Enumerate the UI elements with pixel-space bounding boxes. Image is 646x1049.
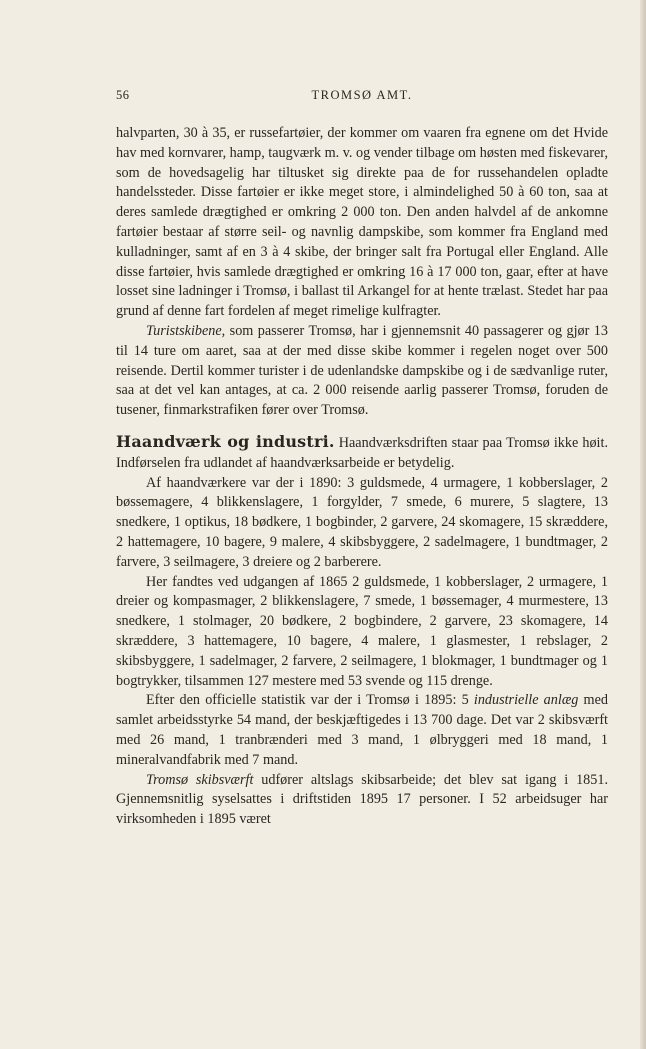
page-number: 56 bbox=[116, 88, 130, 102]
paragraph-4: Af haandværkere var der i 1890: 3 guldsmede, 4 urmagere, 1 kobberslager, 2 bøssemagere, 4 blikkenslagere, 1 forgylder, 7 smede, 6 murere, 5 slagtere, 13 snedkere, 1 optikus, 18 bødkere, 1 bogbinder, 2 garvere, 24 skomagere, 15 skræddere, 2 hattemagere, 10 bagere, 9 malere, 4 skibsbyggere, 2 sadelmagere, 1 bundtmager, 2 farvere, 3 seilmagere, 3 dreiere og 2 barberere. bbox=[116, 474, 608, 570]
page-header bbox=[116, 88, 608, 108]
paragraph-6-italic: industrielle anlæg bbox=[473, 692, 579, 709]
paragraph-5: Her fandtes ved udgangen af 1865 2 guldsmede, 1 kobberslager, 2 urmagere, 1 dreier og kompasmager, 2 blikkenslagere, 7 smede, 1 bøssemager, 4 murmestere, 13 snedkere, 1 stolmager, 20 bødkere, 2 bogbindere, 2 garvere, 23 skomagere, 14 skræddere, 3 hattemagere, 10 bagere, 4 malere, 1 glasmester, 1 rebslager, 2 skibsbyggere, 1 sadelmager, 2 farvere, 2 seilmagere, 1 blokmager, 1 bundtmager og 1 bogtrykker, tilsammen 127 mestere med 53 svende og 115 drenge. bbox=[116, 573, 608, 689]
paragraph-7 bbox=[116, 771, 608, 830]
paragraph-2 bbox=[116, 322, 608, 421]
page-edge bbox=[640, 0, 646, 1049]
paragraph-2-text: som passerer Tromsø, har i gjennemsnit 40 passagerer og gjør 13 til 14 ture om aaret, saa at der med disse skibe kommer i regelen noget over 500 reisende. Dertil kommer turister i de udenlandske dampskibe og i de sædvanlige ruter, saa at det vel kan antages, at ca. 2 000 reisende aarlig passerer Tromsø, foruden de tusener, finmarkstrafiken fører over Tromsø. bbox=[116, 322, 608, 419]
section-gap bbox=[116, 421, 608, 432]
paragraph-1: halvparten, 30 à 35, er russefartøier, der kommer om vaaren fra egnene om det Hvide hav med kornvarer, hamp, taugværk m. v. og vender tilbage om høsten med fiskevarer, som de hovedsagelig har tiltusket sig direkte paa de for russehandelen opladte handelssteder. Disse fartøier er ikke meget store, i almindelighed 50 à 60 ton, saa at deres samlede drægtighed er omkring 2 000 ton. Den anden halvdel af de ankomne fartøier bestaar af større seil- og navnlig dampskibe, som kommer fra England med kulladninger, samt af en 3 à 4 skibe, der bringer salt fra Portugal eller England. Alle disse fartøier, hvis samlede drægtighed er omkring 16 à 17 000 ton, gaar, efter at have losset sine ladninger i Tromsø, i ballast til Arkangel for at hente trælast. Stedet har paa grund af denne fart fordelen af meget rimelige kulfragter. bbox=[116, 125, 608, 320]
paragraph-6-text-b: med samlet arbeidsstyrke 54 mand, der beskjæftigedes i 13 700 dage. Det var 2 skibsværft med 26 mand, 1 tranbrænderi med 3 mand, 1 ølbryggeri med 18 mand, 1 mineralvandfabrik med 7 mand. bbox=[116, 692, 608, 768]
paragraph-2-italic: Turistskibene, bbox=[146, 322, 226, 339]
paragraph-7-text: udfører altslags skibsarbeide; det blev sat igang i 1851. Gjennemsnitlig syselsattes i driftstiden 1895 17 personer. I 52 arbeidsuger har virksomheden i 1895 været bbox=[116, 771, 608, 828]
body-text bbox=[116, 124, 608, 830]
paragraph-6-text-a: Efter den officielle statistik var der i Tromsø i 1895: 5 bbox=[146, 692, 474, 709]
paragraph-7-italic: Tromsø skibsværft bbox=[146, 771, 254, 788]
paragraph-6 bbox=[116, 691, 608, 770]
paragraph-3 bbox=[116, 432, 608, 474]
running-title: TROMSØ AMT. bbox=[311, 88, 413, 102]
paragraph-3-text: Haandværksdriften staar paa Tromsø ikke høit. Indførselen fra udlandet af haandværksarbeide er betydelig. bbox=[116, 434, 608, 471]
section-heading: Haandværk og industri. bbox=[116, 431, 335, 451]
